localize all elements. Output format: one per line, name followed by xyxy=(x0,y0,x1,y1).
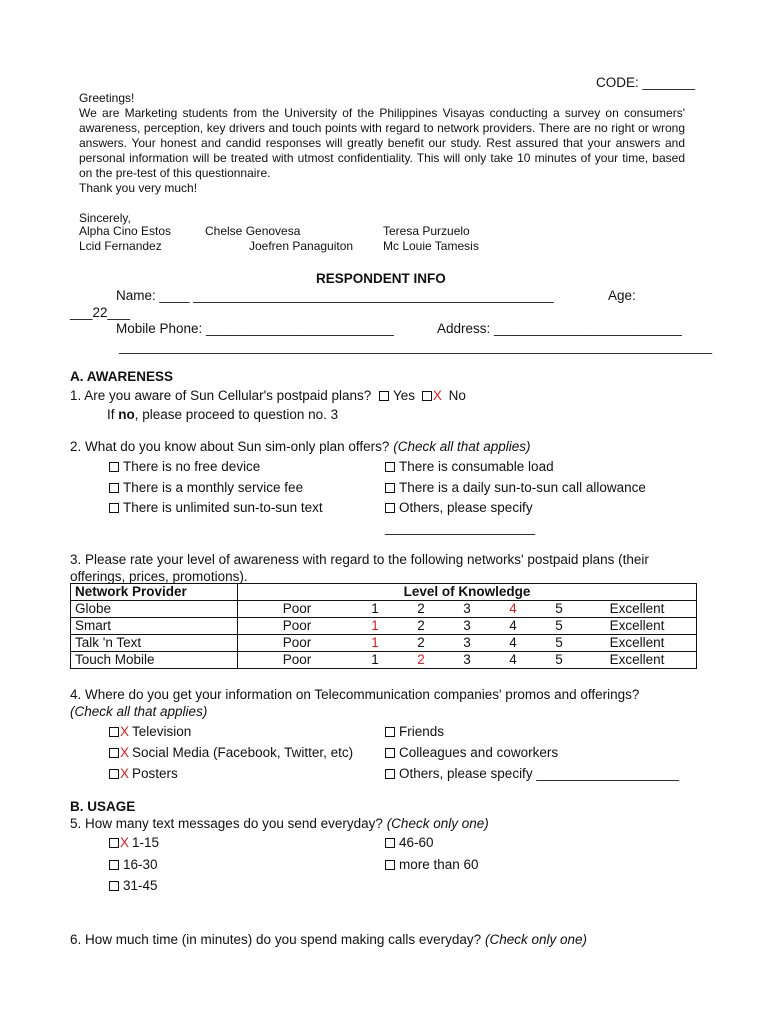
rating-value[interactable]: 5 xyxy=(555,601,563,616)
knowledge-table xyxy=(70,583,697,669)
checkbox[interactable] xyxy=(109,769,119,779)
provider-name: Touch Mobile xyxy=(71,652,238,669)
header-network-provider: Network Provider xyxy=(71,584,238,601)
rating-cell[interactable] xyxy=(238,652,697,669)
q4-option[interactable]: Friends xyxy=(385,723,444,740)
checkbox[interactable] xyxy=(109,748,119,758)
q4-option[interactable]: Colleagues and coworkers xyxy=(385,744,558,761)
question-1 xyxy=(70,387,466,404)
rating-value-selected[interactable]: 1 xyxy=(371,618,379,633)
rating-value[interactable]: 5 xyxy=(555,652,563,667)
checkbox[interactable] xyxy=(109,503,119,513)
q5-option[interactable]: 16-30 xyxy=(109,856,158,873)
checkbox[interactable] xyxy=(109,483,119,493)
checkbox[interactable] xyxy=(109,838,119,848)
no-checkbox[interactable] xyxy=(422,391,432,401)
respondent-info-title: RESPONDENT INFO xyxy=(316,271,446,286)
q5-option[interactable]: X 1-15 xyxy=(109,834,159,851)
q4-option[interactable]: X Posters xyxy=(109,765,178,782)
question-6 xyxy=(70,931,587,948)
scale-poor-label: Poor xyxy=(282,601,312,616)
no-label: No xyxy=(448,388,466,403)
address-field-line2[interactable]: _______________________________________________________________________________ xyxy=(119,339,713,354)
question-3-line1: 3. Please rate your level of awareness with regard to the following networks' postpaid plans (their xyxy=(70,552,649,567)
rating-value[interactable]: 5 xyxy=(555,618,563,633)
q2-option[interactable]: There is a monthly service fee xyxy=(109,479,303,496)
address-field[interactable]: Address: _________________________ xyxy=(437,321,682,336)
intro-letter xyxy=(79,91,685,226)
age-label: Age: xyxy=(608,288,636,303)
checkbox[interactable] xyxy=(385,769,395,779)
rating-value[interactable]: 1 xyxy=(371,652,379,667)
rating-value[interactable]: 3 xyxy=(463,618,471,633)
question-1-text: 1. Are you aware of Sun Cellular's postpaid plans? xyxy=(70,388,372,403)
checkbox[interactable] xyxy=(109,727,119,737)
checkbox[interactable] xyxy=(385,838,395,848)
checkbox[interactable] xyxy=(385,483,395,493)
checked-mark: X xyxy=(120,724,130,739)
q4-option[interactable]: X Television xyxy=(109,723,191,740)
q2-option[interactable]: There is no free device xyxy=(109,458,260,475)
yes-label: Yes xyxy=(393,388,416,403)
rating-value-selected[interactable]: 4 xyxy=(509,601,517,616)
question-4-line1: 4. Where do you get your information on Telecommunication companies' promos and offerings? xyxy=(70,687,640,702)
header-level-of-knowledge: Level of Knowledge xyxy=(238,584,697,601)
scale-excellent-label: Excellent xyxy=(609,601,665,616)
mobile-phone-field[interactable]: Mobile Phone: _________________________ xyxy=(116,321,394,336)
q2-option[interactable]: Others, please specify xyxy=(385,499,533,516)
question-5-hint: (Check only one) xyxy=(386,816,489,831)
awareness-title: A. AWARENESS xyxy=(70,369,174,384)
checkbox[interactable] xyxy=(385,727,395,737)
scale-poor-label: Poor xyxy=(282,652,312,667)
thanks: Thank you very much! xyxy=(79,181,198,195)
question-1-note: If no, please proceed to question no. 3 xyxy=(107,407,339,422)
author-name: Joefren Panaguiton xyxy=(249,239,354,253)
question-3-line2: offerings, prices, promotions). xyxy=(70,569,248,584)
author-name: Alpha Cino Estos xyxy=(79,224,172,238)
table-header-row xyxy=(71,584,697,601)
intro-body: We are Marketing students from the University of the Philippines Visayas conducting a survey on consumers' awareness, perception, key drivers and touch points with regard to network providers. There are no right or wrong answers. Your honest and candid responses will greatly benefit our study. Rest assured that your answers and personal information will be treated with utmost confidentiality. This will only take 10 minutes of your time, based on the pre-test of this questionnaire. xyxy=(79,106,685,180)
q4-option[interactable]: X Social Media (Facebook, Twitter, etc) xyxy=(109,744,353,761)
rating-value[interactable]: 3 xyxy=(463,635,471,650)
question-2-text: 2. What do you know about Sun sim-only plan offers? xyxy=(70,439,390,454)
rating-value[interactable]: 4 xyxy=(509,618,517,633)
code-label: CODE: _______ xyxy=(596,75,696,90)
author-name: Lcid Fernandez xyxy=(79,239,162,253)
question-5 xyxy=(70,815,489,832)
q2-option[interactable]: There is a daily sun-to-sun call allowance xyxy=(385,479,646,496)
checkbox[interactable] xyxy=(109,881,119,891)
q5-option[interactable]: 31-45 xyxy=(109,877,158,894)
scale-excellent-label: Excellent xyxy=(609,618,665,633)
checkbox[interactable] xyxy=(109,860,119,870)
rating-value[interactable]: 2 xyxy=(417,618,425,633)
rating-value[interactable]: 4 xyxy=(509,635,517,650)
checkbox[interactable] xyxy=(385,748,395,758)
table-row xyxy=(71,618,697,635)
checkbox[interactable] xyxy=(385,462,395,472)
table-row xyxy=(71,635,697,652)
author-name: Teresa Purzuelo xyxy=(383,224,470,238)
author-name: Mc Louie Tamesis xyxy=(383,239,479,253)
table-row xyxy=(71,601,697,618)
name-field[interactable]: Name: ____ ________________________________________________ xyxy=(116,288,554,303)
checked-mark: X xyxy=(120,766,130,781)
provider-name: Smart xyxy=(71,618,238,635)
rating-value-selected[interactable]: 2 xyxy=(417,652,425,667)
scale-excellent-label: Excellent xyxy=(609,635,665,650)
scale-poor-label: Poor xyxy=(282,635,312,650)
q5-option[interactable]: more than 60 xyxy=(385,856,479,873)
question-6-text: 6. How much time (in minutes) do you spend making calls everyday? xyxy=(70,932,482,947)
rating-value[interactable]: 3 xyxy=(463,652,471,667)
checked-mark: X xyxy=(120,745,130,760)
provider-name: Talk 'n Text xyxy=(71,635,238,652)
rating-value-selected[interactable]: 1 xyxy=(371,635,379,650)
provider-name: Globe xyxy=(71,601,238,618)
q5-option[interactable]: 46-60 xyxy=(385,834,434,851)
rating-value[interactable]: 2 xyxy=(417,635,425,650)
rating-cell[interactable] xyxy=(238,601,697,618)
rating-value[interactable]: 2 xyxy=(417,601,425,616)
question-6-hint: (Check only one) xyxy=(484,932,588,947)
rating-value[interactable]: 3 xyxy=(463,601,471,616)
q2-specify-line[interactable]: ____________________ xyxy=(385,520,536,535)
rating-cell[interactable] xyxy=(238,635,697,652)
q4-option[interactable]: Others, please specify ___________________ xyxy=(385,765,679,782)
rating-cell[interactable] xyxy=(238,618,697,635)
checkbox[interactable] xyxy=(385,503,395,513)
scale-excellent-label: Excellent xyxy=(609,652,665,667)
scale-poor-label: Poor xyxy=(282,618,312,633)
question-4-hint: (Check all that applies) xyxy=(70,704,208,719)
checked-mark: X xyxy=(120,835,130,850)
q2-option[interactable]: There is unlimited sun-to-sun text xyxy=(109,499,323,516)
question-5-text: 5. How many text messages do you send everyday? xyxy=(70,816,383,831)
rating-value[interactable]: 5 xyxy=(555,635,563,650)
checked-mark: X xyxy=(432,388,442,403)
q2-option[interactable]: There is consumable load xyxy=(385,458,554,475)
greeting: Greetings! xyxy=(79,91,135,105)
checkbox[interactable] xyxy=(385,860,395,870)
sincerely: Sincerely, xyxy=(79,211,131,225)
question-2-hint: (Check all that applies) xyxy=(393,439,531,454)
usage-title: B. USAGE xyxy=(70,799,136,814)
checkbox[interactable] xyxy=(109,462,119,472)
rating-value[interactable]: 4 xyxy=(509,652,517,667)
rating-value[interactable]: 1 xyxy=(371,601,379,616)
yes-checkbox[interactable] xyxy=(379,391,389,401)
age-field[interactable]: ___22___ xyxy=(70,305,131,320)
question-2 xyxy=(70,438,531,455)
table-row xyxy=(71,652,697,669)
author-name: Chelse Genovesa xyxy=(205,224,301,238)
